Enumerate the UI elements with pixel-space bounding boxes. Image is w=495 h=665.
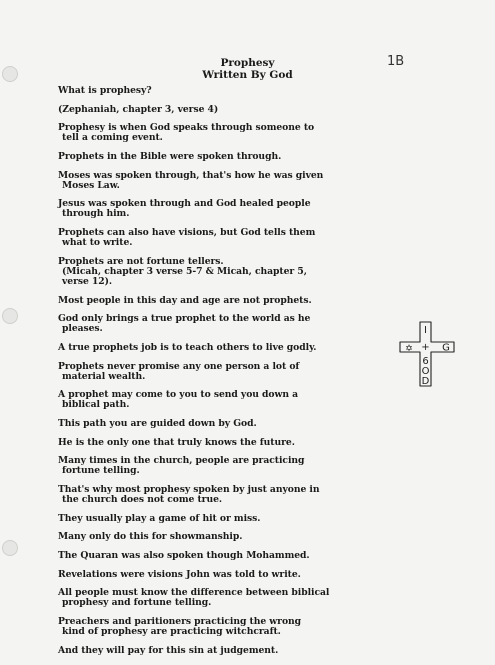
paragraph-line: A true prophets job is to teach others to live godly. — [58, 341, 317, 353]
paragraph — [58, 105, 408, 115]
paragraph — [58, 390, 408, 410]
paragraph-line: (Zephaniah, chapter 3, verse 4) — [58, 103, 219, 115]
paragraph-line: That's why most prophesy spoken by just anyone in — [58, 484, 320, 495]
paragraph-line: What is prophesy? — [58, 85, 152, 96]
paragraph-line: Many times in the church, people are practicing — [58, 455, 305, 467]
paragraph-line: Most people in this day and age are not prophets. — [58, 294, 312, 306]
page-number: 1B — [387, 54, 405, 69]
hand-drawn-cross-drawing — [398, 318, 460, 388]
paragraph — [58, 514, 408, 524]
paragraph-line: Moses Law. — [62, 179, 120, 191]
paragraph — [58, 532, 408, 542]
paragraph-line: pleases. — [62, 323, 103, 335]
paragraph — [58, 617, 408, 637]
paragraph-line: Prophets in the Bible were spoken through. — [58, 151, 282, 163]
binder-hole-bottom — [2, 540, 18, 556]
paragraph — [58, 419, 408, 429]
paragraph — [58, 152, 408, 162]
paragraph-line: what to write. — [62, 237, 133, 249]
paragraph-line: God only brings a true prophet to the world as he — [58, 313, 311, 325]
paragraph-line: A prophet may come to you to send you down a — [58, 389, 299, 401]
paragraph-line: verse 12). — [62, 275, 113, 287]
paragraph-line: He is the only one that truly knows the future. — [58, 436, 295, 448]
paragraph — [58, 171, 408, 191]
paragraph-line: All people must know the difference between biblical — [58, 587, 330, 599]
paragraph-line: Prophets are not fortune tellers. — [58, 255, 224, 267]
paragraph — [58, 199, 408, 219]
paragraph — [58, 588, 408, 608]
paragraph-line: prophesy and fortune telling. — [62, 597, 212, 609]
page-title — [0, 57, 495, 81]
paragraph — [58, 296, 408, 306]
cross-letter-6: 6 — [422, 356, 429, 367]
paragraph-line: Prophets can also have visions, but God tells them — [58, 227, 316, 239]
paragraph-line: kind of prophesy are practicing witchcraft. — [62, 626, 281, 638]
cross-letter-plus: + — [421, 342, 430, 353]
paragraph — [58, 456, 408, 476]
paragraph — [58, 362, 408, 382]
paragraph — [58, 123, 408, 143]
paragraph-line: tell a coming event. — [62, 132, 163, 144]
paragraph-line: Prophets never promise any one person a lot of — [58, 360, 300, 372]
paragraph-line: Revelations were visions John was told to write. — [58, 568, 301, 580]
title-line-2: Written By God — [202, 69, 293, 81]
paragraph-line: material wealth. — [62, 370, 146, 382]
paragraph-line: (Micah, chapter 3 verse 5-7 & Micah, chapter 5, — [62, 265, 307, 277]
star-of-david-icon: ✡ — [405, 344, 413, 354]
paragraph-line: The Quaran was also spoken though Mohammed. — [58, 550, 310, 562]
paragraph-line: Many only do this for showmanship. — [58, 531, 243, 543]
cross-letter-d: D — [421, 376, 430, 387]
cross-letter-o: O — [421, 366, 430, 377]
paragraph — [58, 570, 408, 580]
document-body — [58, 86, 408, 665]
cross-letter-i: I — [424, 325, 427, 336]
paragraph — [58, 257, 408, 287]
paragraph-line: through him. — [62, 208, 130, 220]
paragraph — [58, 314, 408, 334]
paragraph — [58, 485, 408, 505]
paragraph-line: Jesus was spoken through and God healed people — [58, 198, 311, 210]
paragraph-line: Preachers and paritioners practicing the wrong — [58, 616, 302, 628]
paragraph-line: Prophesy is when God speaks through someone to — [58, 122, 315, 134]
cross-letter-g: G — [442, 342, 450, 354]
paragraph — [58, 86, 408, 96]
paragraph-line: This path you are guided down by God. — [58, 417, 257, 429]
paragraph-line: And they will pay for this sin at judgement. — [58, 644, 279, 656]
paragraph — [58, 343, 408, 353]
paragraph-line: They usually play a game of hit or miss. — [58, 512, 261, 524]
title-line-1: Prophesy — [220, 57, 275, 69]
paragraph — [58, 551, 408, 561]
paragraph-line: biblical path. — [62, 399, 130, 411]
paragraph — [58, 646, 408, 656]
paragraph — [58, 228, 408, 248]
paragraph-line: Moses was spoken through, that's how he was given — [58, 169, 324, 181]
paragraph-line: the church does not come true. — [62, 494, 223, 505]
binder-hole-middle — [2, 308, 18, 324]
paragraph — [58, 438, 408, 448]
paragraph-line: fortune telling. — [62, 465, 140, 477]
